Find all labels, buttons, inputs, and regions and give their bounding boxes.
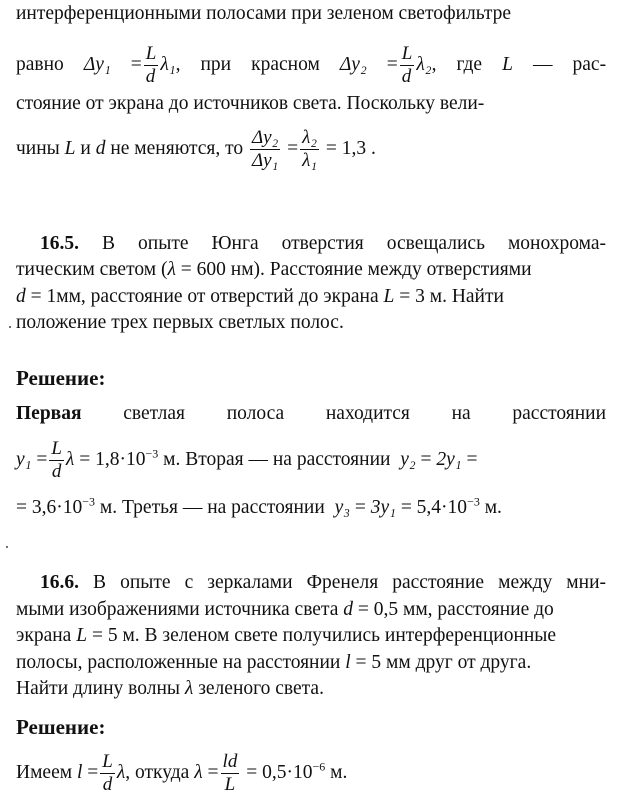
- p1-line-2: равно Δy₁ = $\frac{L}{d}$ λ₁, при красном Δy₂ = $\frac{L}{d}$ λ₂, где L — рас-: [16, 43, 607, 88]
- p1-text: стояние от экрана до источников света. Поскольку вели-: [16, 93, 485, 114]
- formula-symbol: λ: [65, 449, 75, 470]
- fraction: [100, 751, 115, 796]
- formula-symbol: y₃: [334, 497, 350, 518]
- problem-text: экрана: [16, 625, 72, 646]
- fraction-numerator: Δy₂: [252, 127, 279, 149]
- fraction: [49, 438, 64, 483]
- solution-text: м. Третья — на расстоянии: [99, 497, 325, 518]
- solution-heading-text: Решение:: [16, 366, 106, 390]
- formula-symbol: λ: [116, 762, 126, 783]
- problem-16-5-line-1: [40, 232, 606, 256]
- solution-16-6-line-1: Имеем l = $\frac{L}{d}$ λ, откуда λ = $\frac{ld}{L}$ = $0,5\cdot 10^{-6}$ м.: [16, 751, 348, 796]
- formula-symbol: λ: [167, 259, 176, 280]
- formula-symbol: λ₁: [160, 54, 176, 75]
- formula-symbol: λ: [194, 762, 203, 783]
- problem-16-6-line-3: [16, 624, 606, 648]
- solution-text: = 5,4·10: [400, 497, 468, 518]
- problem-number: 16.6.: [40, 572, 79, 593]
- fraction-numerator: L: [401, 43, 413, 65]
- exponent: −3: [467, 494, 480, 509]
- problem-text: = 3 м. Найти: [399, 286, 504, 307]
- fraction-denominator: d: [49, 460, 64, 483]
- p1-line-3: [16, 92, 606, 116]
- problem-text: мыми изображениями источника света: [16, 599, 339, 620]
- fraction-numerator: L: [102, 751, 113, 773]
- formula-symbol: y₂: [400, 449, 416, 470]
- fraction: [144, 43, 159, 88]
- solution-text: = 1,8·10: [79, 449, 146, 470]
- formula-symbol: 2y₁: [436, 449, 462, 470]
- solution-word: расстоянии: [512, 403, 607, 424]
- fraction-numerator: λ₂: [302, 127, 317, 149]
- p1-text: — рас-: [533, 54, 607, 75]
- fraction: [250, 127, 280, 172]
- solution-word: на: [451, 403, 471, 424]
- problem-text: В опыте с зеркалами Френеля расстояние между мни-: [93, 572, 607, 593]
- solution-16-5-line-2: y₁ = $\frac{L}{d}$ $\lambda = 1,8\cdot 10^{-3}$ м. Вторая — на расстоянии y₂ = 2y₁ =: [16, 438, 478, 483]
- formula-symbol: Δy₁: [83, 54, 111, 75]
- exponent: −3: [82, 494, 96, 509]
- problem-16-5-line-3: [16, 285, 606, 309]
- fraction: [300, 127, 319, 172]
- formula-symbol: L: [383, 286, 395, 307]
- problem-16-6-line-1: [40, 571, 606, 595]
- fraction-denominator: d: [144, 65, 159, 88]
- exponent: −3: [145, 446, 159, 461]
- problem-text: = 600 нм). Расстояние между отверстиями: [180, 259, 532, 280]
- fraction-denominator: L: [221, 773, 240, 796]
- fraction-numerator: L: [145, 43, 157, 65]
- fraction-denominator: d: [400, 65, 415, 88]
- scan-speck: [6, 546, 8, 548]
- formula-symbol: λ: [184, 678, 194, 699]
- solution-text: , откуда: [125, 762, 190, 783]
- problem-text: В опыте Юнга отверстия освещались монохрома-: [102, 233, 606, 254]
- scan-speck: [9, 326, 11, 328]
- problem-text: тическим светом (: [16, 259, 168, 280]
- exponent: −6: [312, 759, 326, 774]
- solution-16-5-line-3: = $3,6\cdot 10^{-3}$ м. Третья — на расстоянии $y_3 = 3y_1 = 5,4\cdot 10^{-3}$ м.: [16, 494, 502, 518]
- problem-text: = 5 мм друг от друга.: [355, 652, 532, 673]
- formula-symbol: y₁: [16, 449, 32, 470]
- fraction-denominator: Δy₁: [252, 150, 279, 172]
- solution-text: = 0,5·10: [246, 762, 313, 783]
- formula-symbol: l: [345, 652, 351, 673]
- problem-16-6-line-2: [16, 598, 606, 622]
- problem-text: = 1мм, расстояние от отверстий до экрана: [30, 286, 379, 307]
- formula-symbol: L: [76, 625, 88, 646]
- problem-text: Найти длину волны: [16, 678, 180, 699]
- p1-text: не меняются, то: [110, 138, 244, 159]
- problem-16-6-line-4: [16, 651, 606, 675]
- solution-text: = 3,6·10: [16, 497, 83, 518]
- p1-line-1: [16, 2, 606, 26]
- solution-text: м. Вторая — на расстоянии: [163, 449, 391, 470]
- p1-text: , при красном: [175, 54, 320, 75]
- problem-text: полосы, расположенные на расстоянии: [16, 652, 341, 673]
- solution-heading: [16, 366, 606, 390]
- solution-16-5-line-1: [16, 402, 606, 426]
- solution-text: Имеем: [16, 762, 73, 783]
- p1-line-4: чины L и d не меняются, то $\frac{\text{Δy₂}}{\text{Δy₁}}$ = $\frac{\text{λ₂}}{\text{λ₁}}$ = 1,3 .: [16, 127, 376, 172]
- formula-symbol: L: [502, 54, 513, 75]
- fraction-numerator: ld: [222, 751, 238, 773]
- formula-symbol: Δy₂: [339, 54, 367, 75]
- solution-text: м.: [484, 497, 502, 518]
- formula-symbol: d: [16, 286, 26, 307]
- problem-16-6-line-5: [16, 677, 606, 701]
- fraction: [400, 43, 415, 88]
- formula-symbol: l: [76, 762, 83, 783]
- problem-number: 16.5.: [40, 233, 79, 254]
- problem-16-5-line-2: [16, 258, 606, 282]
- solution-heading-text: Решение:: [16, 715, 106, 739]
- formula-symbol: d: [343, 599, 353, 620]
- fraction-numerator: L: [51, 438, 62, 460]
- problem-text: зеленого света.: [198, 678, 324, 699]
- formula-symbol: d: [95, 138, 106, 159]
- problem-text: = 0,5 мм, расстояние до: [357, 599, 554, 620]
- formula-symbol: λ₂: [416, 54, 432, 75]
- p1-text: чины: [16, 138, 60, 159]
- problem-text: положение трех первых светлых полос.: [16, 312, 344, 333]
- fraction: [221, 751, 240, 796]
- p1-text: интерференционными полосами при зеленом светофильтре: [16, 3, 512, 24]
- formula-symbol: L: [64, 138, 76, 159]
- fraction-denominator: d: [100, 773, 115, 796]
- p1-text: = 1,3 .: [325, 138, 376, 159]
- problem-16-5-line-4: [16, 311, 606, 335]
- solution-word: находится: [325, 403, 410, 424]
- solution-word: светлая: [123, 403, 185, 424]
- solution-word: полоса: [226, 403, 285, 424]
- solution-text: м.: [330, 762, 348, 783]
- solution-heading: [16, 715, 606, 739]
- p1-text: равно: [16, 54, 64, 75]
- p1-text: и: [80, 138, 91, 159]
- formula-symbol: 3y₁: [370, 497, 396, 518]
- fraction-denominator: λ₁: [302, 150, 317, 172]
- problem-text: = 5 м. В зеленом свете получились интерференционные: [91, 625, 557, 646]
- solution-word: Первая: [16, 403, 82, 424]
- p1-text: , где: [431, 54, 483, 75]
